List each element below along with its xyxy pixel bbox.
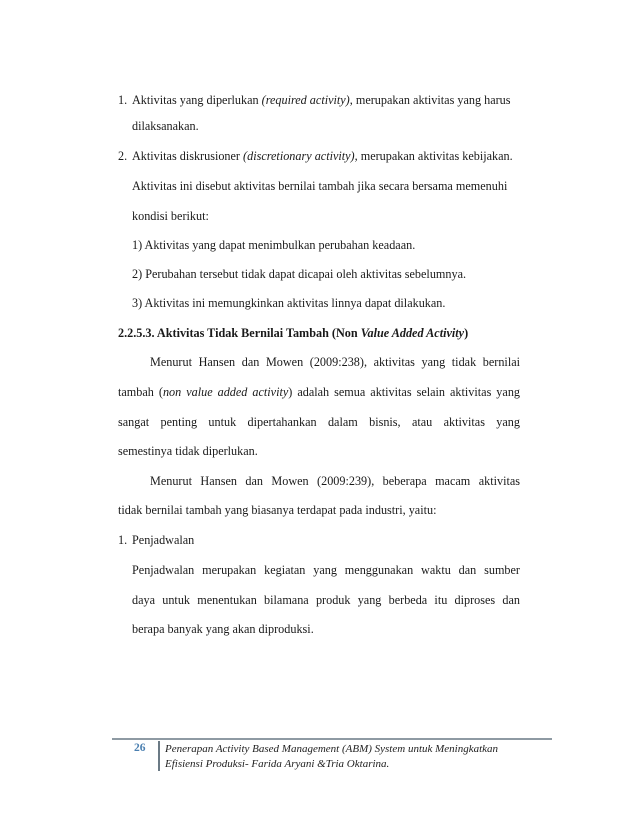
list-text: Aktivitas yang diperlukan	[132, 93, 262, 107]
section-heading	[118, 325, 520, 341]
sub-list-item: 3) Aktivitas ini memungkinkan aktivitas linnya dapat dilakukan.	[132, 296, 446, 310]
list-item-discretionary-activity	[118, 148, 520, 164]
list-text-italic: (discretionary activity),	[243, 149, 358, 163]
footer-line: Penerapan Activity Based Management (ABM) System untuk Meningkatkan	[165, 743, 499, 755]
footer-line: Efisiensi Produksi- Farida Aryani &Tria Oktarina.	[165, 758, 390, 770]
list-number: 2.	[118, 149, 128, 163]
paragraph-line: tidak bernilai tambah yang biasanya terdapat pada industri, yaitu:	[118, 503, 437, 517]
footer-citation	[165, 742, 498, 772]
paragraph-line: semestinya tidak diperlukan.	[118, 444, 258, 458]
paragraph-line: Menurut Hansen dan Mowen (2009:239), beberapa macam aktivitas	[150, 474, 520, 488]
footer-rule	[112, 738, 552, 740]
list-text: , merupakan aktivitas yang harus	[349, 93, 511, 107]
sub-list-item: 1) Aktivitas yang dapat menimbulkan perubahan keadaan.	[132, 238, 416, 252]
list-item-penjadwalan	[118, 532, 520, 548]
list-text: merupakan aktivitas kebijakan.	[357, 149, 513, 163]
list-text-italic: (required activity)	[261, 93, 350, 107]
list-number: 1.	[118, 533, 128, 547]
list-item-continuation: Penjadwalan merupakan kegiatan yang menggunakan waktu dan sumber	[132, 563, 520, 577]
list-title: Penjadwalan	[132, 533, 195, 547]
heading-text: 2.2.5.3. Aktivitas Tidak Bernilai Tambah (Non	[118, 326, 361, 340]
paragraph-line	[118, 384, 520, 400]
paragraph-text: ) adalah semua aktivitas selain aktivitas yang	[288, 385, 521, 399]
list-item-continuation: kondisi berikut:	[132, 209, 209, 223]
list-item-continuation: daya untuk menentukan bilamana produk yang berbeda itu diproses dan	[132, 593, 520, 607]
page-number: 26	[134, 742, 146, 754]
list-text: Aktivitas diskrusioner	[132, 149, 244, 163]
sub-list-item: 2) Perubahan tersebut tidak dapat dicapai oleh aktivitas sebelumnya.	[132, 267, 467, 281]
list-number: 1.	[118, 93, 128, 107]
list-item-continuation: Aktivitas ini disebut aktivitas bernilai tambah jika secara bersama memenuhi	[132, 179, 508, 193]
paragraph-line: Menurut Hansen dan Mowen (2009:238), aktivitas yang tidak bernilai	[150, 355, 520, 369]
list-item-continuation: berapa banyak yang akan diproduksi.	[132, 622, 314, 636]
list-item-continuation: dilaksanakan.	[132, 119, 199, 133]
heading-text-italic: Value Added Activity	[360, 326, 465, 340]
paragraph-text-italic: non value added activity	[162, 385, 289, 399]
list-item-required-activity	[118, 92, 520, 108]
footer-divider	[158, 741, 160, 771]
heading-text: )	[464, 326, 469, 340]
paragraph-line: sangat penting untuk dipertahankan dalam bisnis, atau aktivitas yang	[118, 415, 520, 429]
paragraph-text: tambah (	[118, 385, 163, 399]
